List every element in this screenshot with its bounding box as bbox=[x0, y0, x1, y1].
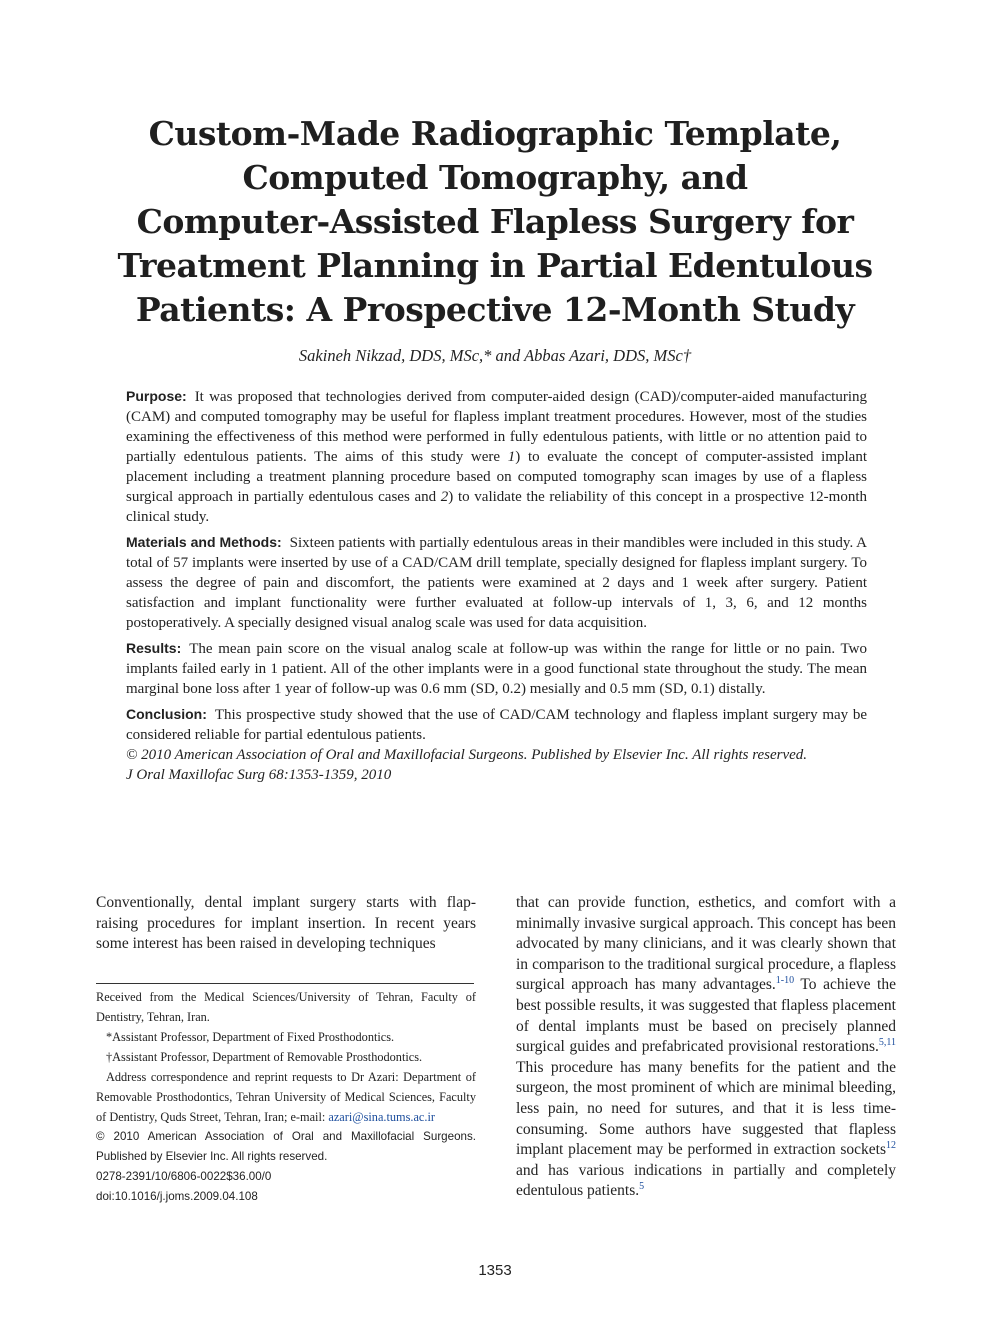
footnote-author2: †Assistant Professor, Department of Removable Prosthodontics. bbox=[106, 1050, 423, 1064]
email-link[interactable]: azari@sina.tums.ac.ir bbox=[328, 1110, 435, 1124]
footnote-copyright: © 2010 American Association of Oral and Maxillofacial Surgeons. Published by Elsevier Inc. All rights reserved. bbox=[96, 1130, 476, 1163]
footnote-author1: *Assistant Professor, Department of Fixed Prosthodontics. bbox=[106, 1030, 395, 1044]
aim-number: 2 bbox=[440, 489, 449, 505]
body-paragraph bbox=[516, 893, 896, 1202]
body-text: that can provide function, esthetics, and comfort with a minimally invasive surgical approach. This concept has been advocated by many clinicians, and it was clearly shown that in comparison to the traditional surgical procedure, a flapless surgical approach has many advantages. bbox=[516, 894, 896, 994]
journal-citation: J Oral Maxillofac Surg 68:1353-1359, 2010 bbox=[126, 767, 392, 783]
title-line: Custom-Made Radiographic Template, bbox=[148, 114, 842, 153]
reference-link[interactable]: 12 bbox=[886, 1139, 896, 1151]
footnote-doi: doi:10.1016/j.joms.2009.04.108 bbox=[96, 1190, 258, 1203]
body-column-left bbox=[96, 893, 476, 955]
reference-link[interactable]: 5,11 bbox=[878, 1037, 896, 1048]
purpose-text: ) to validate the reliability of this concept in a prospective 12-month clinical study. bbox=[126, 489, 868, 525]
footnotes bbox=[96, 987, 476, 1207]
results-heading: Results: bbox=[126, 640, 182, 656]
body-text: To achieve the best possible results, it was suggested that flapless placement of dental implants must be based on precisely planned surgical guides and prefabricated provisional restorations. bbox=[516, 976, 896, 1056]
reference-link[interactable]: 5 bbox=[639, 1181, 645, 1193]
body-text: and has various indications in partially and completely edentulous patients. bbox=[516, 1161, 896, 1200]
address-text: Address correspondence and reprint requests to Dr Azari: Department of Removable Prosthodontics, Tehran University of Medical Sciences, Faculty of Dentistry, Quds Street, Tehran, Iran; e-mail: bbox=[96, 1070, 476, 1124]
purpose-text: ) to evaluate the concept of computer-assisted implant placement including a treatment planning procedure based on computed tomography scan images by use of a flapless surgical approach in partially edentulous cases and bbox=[126, 449, 867, 505]
abstract bbox=[126, 386, 867, 785]
footnote-issn: 0278-2391/10/6806-0022$36.00/0 bbox=[96, 1170, 272, 1183]
title-line: Patients: A Prospective 12-Month Study bbox=[135, 290, 855, 329]
footnote-divider bbox=[96, 983, 474, 984]
title-line: Computed Tomography, and bbox=[242, 158, 748, 197]
conclusion-text: This prospective study showed that the use of CAD/CAM technology and flapless implant surgery may be considered reliable for partial edentulous patients. bbox=[126, 707, 867, 743]
footnote-address bbox=[96, 1067, 476, 1127]
body-paragraph: Conventionally, dental implant surgery starts with flap-raising procedures for implant insertion. In recent years some interest has been raised in developing techniques bbox=[96, 894, 476, 953]
body-text: This procedure has many benefits for the patient and the surgeon, the most prominent of which are minimal bleeding, less pain, no need for sutures, and that it is less time-consuming. Some authors have suggested that flapless implant placement may be performed in extraction sockets bbox=[516, 1058, 896, 1159]
article-title bbox=[100, 112, 890, 332]
conclusion-heading: Conclusion: bbox=[126, 706, 207, 722]
results-text: The mean pain score on the visual analog scale at follow-up was within the range for little or no pain. Two implants failed early in 1 patient. All of the other implants were in a good functional state throughout the study. The mean marginal bone loss after 1 year of follow-up was 0.6 mm (SD, 0.2) mesially and 0.5 mm (SD, 0.1) distally. bbox=[126, 641, 867, 697]
abstract-conclusion bbox=[126, 704, 867, 745]
purpose-text: It was proposed that technologies derived from computer-aided design (CAD)/computer-aided manufacturing (CAM) and computed tomography may be useful for flapless implant treatment procedures. However, most of the studies examining the effectiveness of this method were performed in fully edentulous patients, with little or no attention paid to partially edentulous patients. The aims of this study were bbox=[126, 389, 867, 465]
abstract-purpose bbox=[126, 386, 867, 527]
abstract-methods bbox=[126, 532, 867, 633]
methods-text: Sixteen patients with partially edentulous areas in their mandibles were included in this study. A total of 57 implants were inserted by use of a CAD/CAM drill template, specially designed for flapless implant surgery. To assess the degree of pain and discomfort, the patients were examined at 2 days and 1 week after surgery. Patient satisfaction and implant functionality were further evaluated at follow-up intervals of 1, 3, 6, and 12 months postoperatively. A specially designed visual analog scale was used for data acquisition. bbox=[126, 535, 867, 631]
footnote-received: Received from the Medical Sciences/University of Tehran, Faculty of Dentistry, Tehran, Iran. bbox=[96, 990, 476, 1024]
abstract-copyright: © 2010 American Association of Oral and Maxillofacial Surgeons. Published by Elsevier Inc. All rights reserved. bbox=[126, 747, 808, 763]
methods-heading: Materials and Methods: bbox=[126, 534, 282, 550]
title-line: Computer-Assisted Flapless Surgery for bbox=[136, 202, 854, 241]
abstract-results bbox=[126, 638, 867, 699]
purpose-heading: Purpose: bbox=[126, 388, 187, 404]
body-column-right bbox=[516, 893, 896, 1202]
aim-number: 1 bbox=[507, 449, 516, 465]
title-line: Treatment Planning in Partial Edentulous bbox=[117, 246, 873, 285]
page-number: 1353 bbox=[478, 1262, 512, 1279]
reference-link[interactable]: 1-10 bbox=[775, 975, 795, 987]
author-line: Sakineh Nikzad, DDS, MSc,* and Abbas Azari, DDS, MSc† bbox=[298, 346, 692, 365]
